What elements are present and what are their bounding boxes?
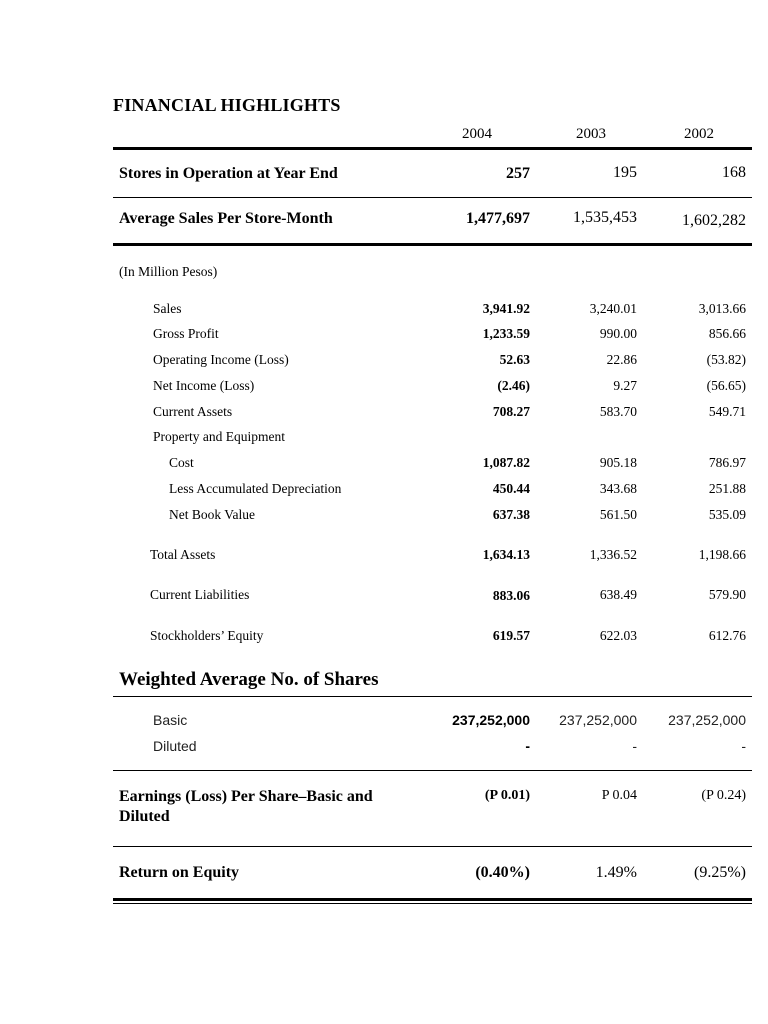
net-book-value-2002: 535.09	[708, 507, 746, 522]
sales-2002: 3,013.66	[698, 301, 746, 316]
cost-2004: 1,087.82	[482, 455, 530, 470]
roe-label: Return on Equity	[119, 864, 240, 881]
section-rule	[113, 243, 752, 246]
depreciation-2004: 450.44	[492, 481, 530, 496]
roe-2002: (9.25%)	[694, 864, 746, 881]
gross-profit-2003: 990.00	[599, 326, 637, 341]
page-title: FINANCIAL HIGHLIGHTS	[113, 95, 341, 115]
row-label-gross-profit: Gross Profit	[153, 326, 219, 341]
current-assets-2004: 708.27	[492, 404, 530, 419]
operating-income-2003: 22.86	[606, 352, 637, 367]
stores-2004: 257	[506, 165, 530, 182]
divider	[113, 696, 752, 697]
row-label-total-assets: Total Assets	[150, 547, 216, 562]
depreciation-2002: 251.88	[708, 481, 746, 496]
year-header-2002: 2002	[684, 126, 714, 142]
diluted-2002: -	[741, 738, 746, 754]
equity-2003: 622.03	[599, 628, 637, 643]
operating-income-2004: 52.63	[499, 352, 530, 367]
roe-2003: 1.49%	[595, 864, 637, 881]
divider	[113, 770, 752, 771]
operating-income-2002: (53.82)	[706, 352, 746, 367]
eps-label-line1: Earnings (Loss) Per Share–Basic and	[119, 788, 373, 805]
gross-profit-2004: 1,233.59	[482, 326, 530, 341]
row-label-current-assets: Current Assets	[153, 404, 233, 419]
basic-label: Basic	[153, 712, 188, 728]
row-label-sales: Sales	[153, 301, 182, 316]
header-rule	[113, 147, 752, 150]
eps-2002: (P 0.24)	[701, 788, 746, 803]
diluted-2004: -	[525, 738, 530, 754]
cost-2002: 786.97	[708, 455, 746, 470]
avg-sales-2003: 1,535,453	[573, 209, 637, 226]
net-book-value-2003: 561.50	[599, 507, 637, 522]
cost-2003: 905.18	[599, 455, 637, 470]
current-assets-2002: 549.71	[708, 404, 746, 419]
year-header-2003: 2003	[576, 126, 606, 142]
current-liabilities-2004: 883.06	[492, 588, 530, 603]
row-label-operating-income: Operating Income (Loss)	[153, 352, 289, 367]
current-assets-2003: 583.70	[599, 404, 637, 419]
current-liabilities-2002: 579.90	[708, 587, 746, 602]
total-assets-2002: 1,198.66	[698, 547, 746, 562]
total-assets-2004: 1,634.13	[482, 547, 530, 562]
bottom-rule	[113, 898, 752, 901]
eps-label-line2: Diluted	[119, 808, 170, 825]
row-label-current-liabilities: Current Liabilities	[150, 587, 250, 602]
depreciation-2003: 343.68	[599, 481, 637, 496]
divider	[113, 846, 752, 847]
total-assets-2003: 1,336.52	[589, 547, 637, 562]
current-liabilities-2003: 638.49	[599, 587, 637, 602]
eps-2004: (P 0.01)	[484, 788, 530, 803]
stores-label: Stores in Operation at Year End	[119, 165, 338, 182]
net-income-2002: (56.65)	[706, 378, 746, 393]
avg-sales-2002: 1,602,282	[682, 212, 746, 229]
diluted-label: Diluted	[153, 738, 197, 754]
basic-2003: 237,252,000	[559, 712, 637, 728]
bottom-rule-double	[113, 903, 752, 904]
sales-2003: 3,240.01	[589, 301, 637, 316]
equity-2004: 619.57	[492, 628, 530, 643]
unit-note: (In Million Pesos)	[119, 264, 218, 279]
basic-2002: 237,252,000	[668, 712, 746, 728]
stores-2003: 195	[613, 164, 637, 181]
diluted-2003: -	[632, 738, 637, 754]
eps-2003: P 0.04	[601, 788, 637, 803]
avg-sales-label: Average Sales Per Store-Month	[119, 210, 333, 227]
avg-sales-2004: 1,477,697	[466, 210, 530, 227]
row-label-stockholders-equity: Stockholders’ Equity	[150, 628, 264, 643]
roe-2004: (0.40%)	[475, 864, 530, 881]
row-label-property-equipment: Property and Equipment	[153, 429, 285, 444]
row-label-net-book-value: Net Book Value	[169, 507, 255, 522]
divider	[113, 197, 752, 198]
row-label-net-income: Net Income (Loss)	[153, 378, 255, 393]
shares-heading: Weighted Average No. of Shares	[119, 669, 379, 690]
net-book-value-2004: 637.38	[492, 507, 530, 522]
net-income-2003: 9.27	[613, 378, 637, 393]
row-label-cost: Cost	[169, 455, 194, 470]
row-label-accumulated-depreciation: Less Accumulated Depreciation	[169, 481, 342, 496]
gross-profit-2002: 856.66	[708, 326, 746, 341]
net-income-2004: (2.46)	[497, 378, 530, 393]
sales-2004: 3,941.92	[482, 301, 530, 316]
year-header-2004: 2004	[462, 126, 492, 142]
stores-2002: 168	[722, 164, 746, 181]
equity-2002: 612.76	[708, 628, 746, 643]
basic-2004: 237,252,000	[452, 712, 530, 728]
